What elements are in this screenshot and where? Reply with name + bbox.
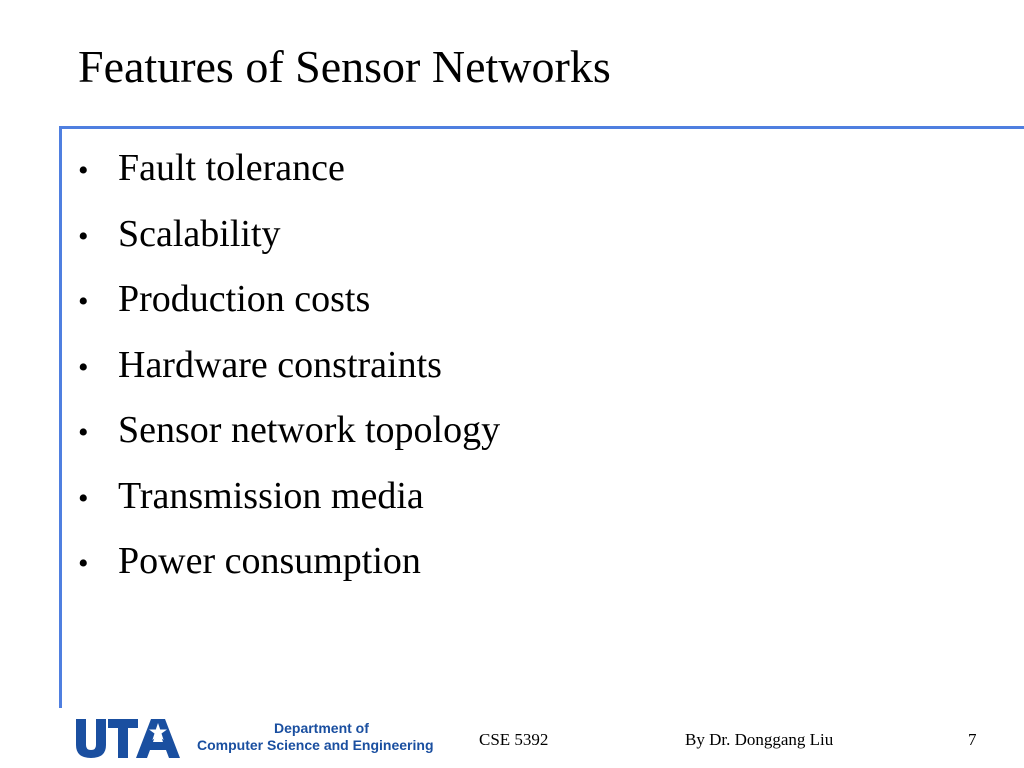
- bullet-icon: •: [78, 547, 89, 580]
- bullet-item: [78, 343, 500, 409]
- bullet-text: Fault tolerance: [118, 147, 345, 189]
- department-line-1: Department of: [274, 720, 369, 736]
- department-line-2: Computer Science and Engineering: [197, 737, 434, 753]
- bullet-text: Power consumption: [118, 540, 421, 582]
- bullet-icon: •: [78, 350, 89, 384]
- uta-logo-icon: [74, 717, 184, 759]
- bullet-text: Transmission media: [118, 474, 424, 517]
- slide-footer: [0, 712, 1024, 768]
- bullet-text: Sensor network topology: [118, 409, 501, 451]
- bullet-icon: •: [78, 154, 89, 187]
- bullet-item: [78, 277, 500, 343]
- slide-title: Features of Sensor Networks: [78, 41, 611, 92]
- bullet-text: Scalability: [118, 212, 281, 255]
- left-margin-line: [59, 126, 62, 708]
- page-number: 7: [968, 730, 977, 749]
- bullet-icon: •: [78, 416, 89, 449]
- bullet-item: [78, 146, 500, 212]
- bullet-item: [78, 539, 500, 605]
- title-divider-line: [59, 126, 1024, 129]
- bullet-icon: •: [78, 481, 89, 515]
- bullet-item: [78, 408, 500, 474]
- bullet-icon: •: [78, 285, 89, 318]
- bullet-list: [78, 146, 500, 605]
- bullet-icon: •: [78, 219, 89, 253]
- course-code: CSE 5392: [479, 730, 549, 749]
- bullet-text: Production costs: [118, 278, 371, 320]
- bullet-text: Hardware constraints: [118, 343, 442, 386]
- author-name: By Dr. Donggang Liu: [685, 730, 834, 749]
- bullet-item: [78, 212, 500, 278]
- department-name: [197, 720, 434, 754]
- bullet-item: [78, 474, 500, 540]
